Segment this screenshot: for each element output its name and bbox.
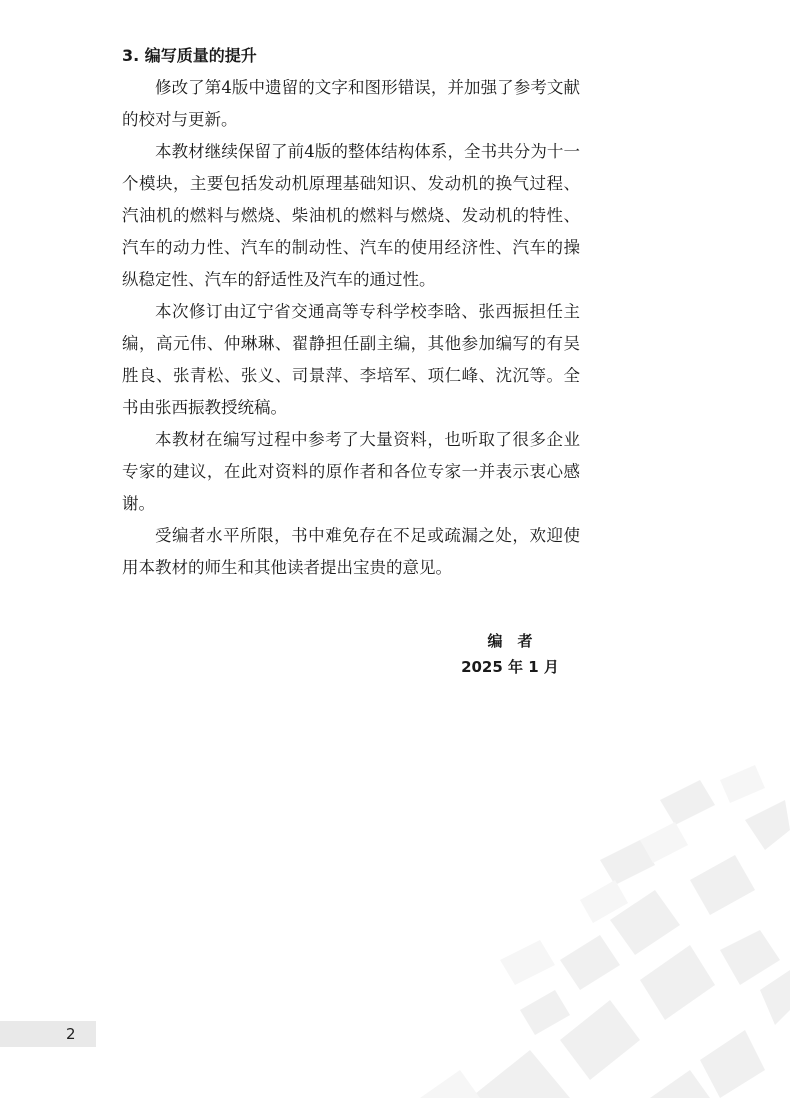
- page-number-tab: [0, 1021, 96, 1047]
- signature-author: 编 者: [487, 632, 533, 650]
- paragraph-corrections: 修改了第4版中遗留的文字和图形错误，并加强了参考文献的校对与更新。: [122, 78, 580, 129]
- signature-date: 2025 年 1 月: [461, 658, 559, 676]
- paragraph-structure: 本教材继续保留了前4版的整体结构体系，全书共分为十一个模块，主要包括发动机原理基础知识、发动机的换气过程、汽油机的燃料与燃烧、柴油机的燃料与燃烧、发动机的特性、汽车的动力性、汽车的制动性、汽车的使用经济性、汽车的操纵稳定性、汽车的舒适性及汽车的通过性。: [122, 142, 580, 289]
- page-number: 2: [66, 1025, 76, 1043]
- signature-block: [440, 628, 580, 680]
- main-text-block: [122, 40, 580, 584]
- paragraph-acknowledgement: 本教材在编写过程中参考了大量资料，也听取了很多企业专家的建议，在此对资料的原作者和各位专家一并表示衷心感谢。: [122, 430, 580, 513]
- paragraph-editors: 本次修订由辽宁省交通高等专科学校李晗、张西振担任主编，高元伟、仲琳琳、翟静担任副主编，其他参加编写的有吴胜良、张青松、张义、司景萍、李培军、项仁峰、沈沉等。全书由张西振教授统稿。: [122, 302, 580, 417]
- section-heading: 3. 编写质量的提升: [122, 46, 257, 65]
- paragraph-feedback: 受编者水平所限，书中难免存在不足或疏漏之处，欢迎使用本教材的师生和其他读者提出宝贵的意见。: [122, 526, 580, 577]
